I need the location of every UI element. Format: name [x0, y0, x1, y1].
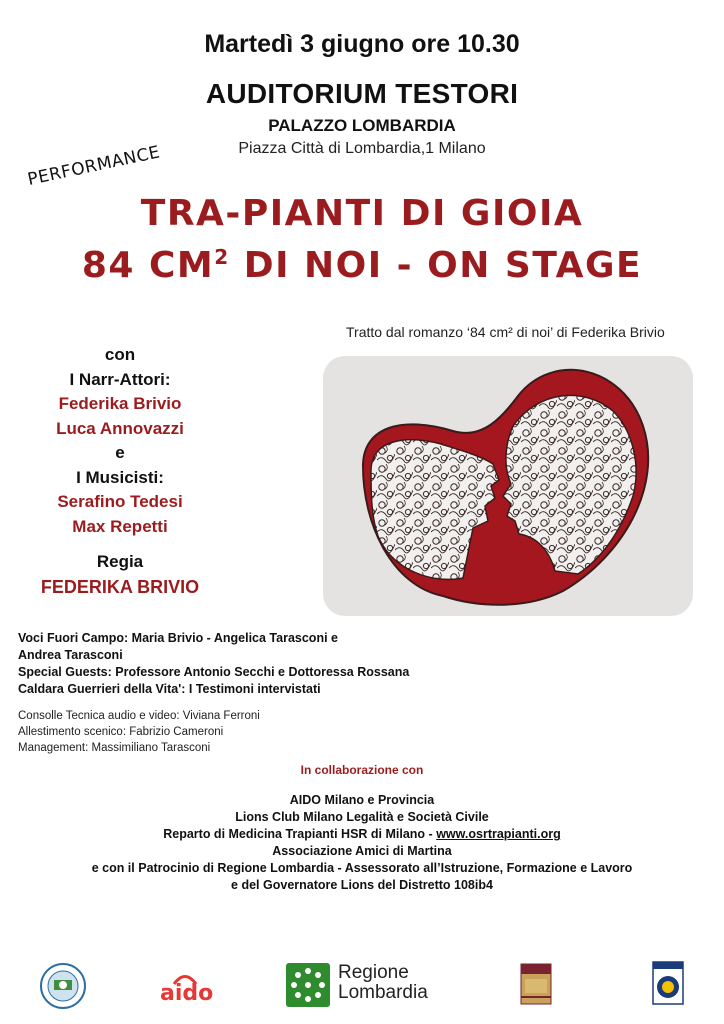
voci-section — [18, 630, 418, 698]
lions-club-logo-icon — [40, 963, 86, 1009]
cast-narr-1: Federika Brivio — [58, 394, 182, 413]
aido-logo — [160, 973, 214, 1009]
voci-line: Caldara Guerrieri della Vita': I Testimoni intervistati — [18, 682, 321, 696]
credit-line: Allestimento scenico: Fabrizio Cameroni — [18, 726, 224, 738]
lions-district-badge-icon — [652, 961, 684, 1005]
tech-credits — [18, 708, 260, 756]
aido-logo-text: aido — [160, 981, 214, 1006]
source-novel-note: Tratto dal romanzo ‘84 cm² di noi’ di Federika Brivio — [346, 324, 665, 340]
crest-shield-icon — [520, 963, 552, 1005]
artwork-image — [323, 356, 693, 616]
regione-word: Regione — [338, 962, 409, 983]
partner-line: e del Governatore Lions del Distretto 108ib4 — [231, 878, 493, 892]
cast-musicista-1: Serafino Tedesi — [57, 492, 183, 511]
palazzo-name: PALAZZO LOMBARDIA — [268, 116, 456, 135]
voci-line: Andrea Tarasconi — [18, 648, 123, 662]
venue-address: Piazza Città di Lombardia,1 Milano — [238, 140, 486, 157]
partner-line — [0, 826, 724, 843]
voci-line: Voci Fuori Campo: Maria Brivio - Angelica Tarasconi e — [18, 631, 338, 645]
cast-narr-2: Luca Annovazzi — [56, 418, 184, 438]
partner-line-text: Reparto di Medicina Trapianti HSR di Milano - — [163, 827, 437, 841]
partner-line: Associazione Amici di Martina — [272, 844, 452, 858]
event-date: Martedì 3 giugno ore 10.30 — [204, 30, 520, 58]
cast-musicista-2: Max Repetti — [72, 516, 168, 536]
lombardia-word: Lombardia — [338, 982, 428, 1003]
partner-line: Lions Club Milano Legalità e Società Civile — [235, 810, 489, 824]
cast-musicisti-label: I Musicisti: — [76, 467, 164, 487]
title-part-b: DI NOI - ON STAGE — [229, 245, 643, 286]
performance-tag: PERFORMANCE — [25, 142, 162, 190]
show-title-line1: TRA-PIANTI DI GIOIA — [140, 193, 584, 234]
artwork-two-faces-icon — [323, 356, 693, 616]
credit-line: Consolle Tecnica audio e video: Viviana Ferroni — [18, 710, 260, 722]
collab-label: In collaborazione con — [300, 763, 424, 777]
venue-title: AUDITORIUM TESTORI — [205, 78, 519, 109]
partner-line: AIDO Milano e Provincia — [289, 793, 435, 807]
cast-list — [0, 343, 240, 599]
logos-row — [0, 955, 724, 1015]
osrtrapianti-link[interactable]: www.osrtrapianti.org — [436, 827, 561, 841]
partner-line: e con il Patrocinio di Regione Lombardia - Assessorato all’Istruzione, Formazione e Lavoro — [91, 861, 633, 875]
cast-narr-label: I Narr-Attori: — [69, 369, 171, 389]
title-part-a: 84 CM — [81, 245, 215, 286]
partners-list — [0, 792, 724, 894]
cast-e: e — [115, 443, 125, 462]
show-title-line2 — [0, 245, 724, 286]
credit-line: Management: Massimiliano Tarasconi — [18, 742, 211, 754]
cast-con: con — [104, 345, 136, 364]
regia-name: FEDERIKA BRIVIO — [40, 576, 200, 597]
voci-line: Special Guests: Professore Antonio Secchi e Dottoressa Rossana — [18, 665, 410, 679]
regione-lombardia-logo — [286, 963, 446, 1009]
title-superscript: 2 — [214, 245, 230, 269]
regione-logo-text — [338, 963, 428, 1003]
rosa-camuna-icon — [286, 963, 330, 1007]
regia-label: Regia — [96, 552, 144, 571]
